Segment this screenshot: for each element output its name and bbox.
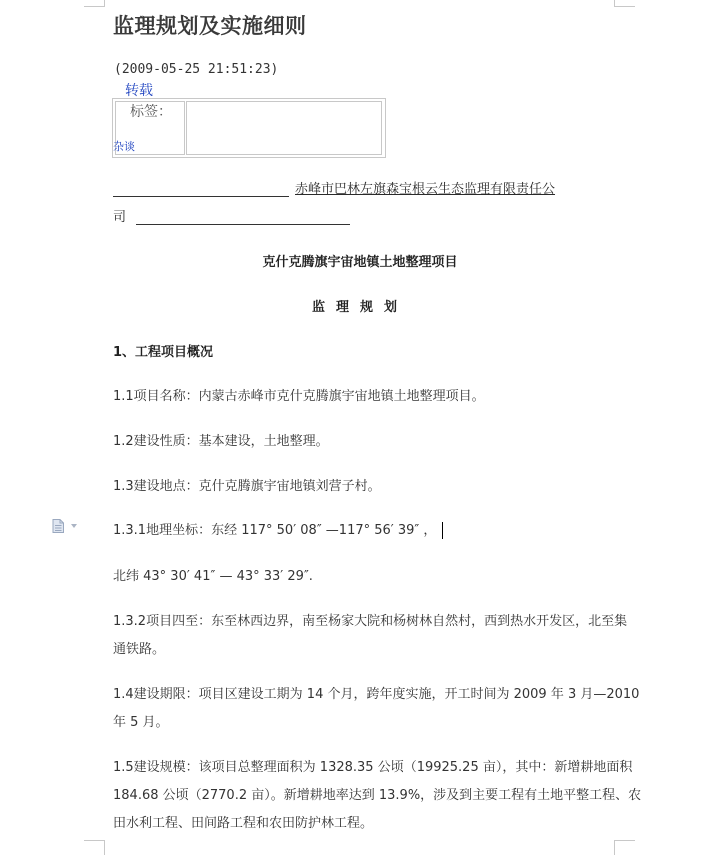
paragraph-1-3-2-line-2: 通铁路。 (113, 642, 166, 657)
paragraph-1-5-line-1: 1.5建设规模：该项目总整理面积为 1328.35 公顷（19925.25 亩），其中：新增耕地面积 (113, 760, 633, 775)
chevron-down-icon[interactable] (71, 524, 77, 528)
repost-link[interactable]: 转载 (125, 83, 153, 99)
document-title: 监理规划及实施细则 (113, 14, 307, 38)
blank-underline (113, 182, 289, 197)
tag-link[interactable]: 杂谈 (113, 140, 135, 153)
paragraph-1-4-line-1: 1.4建设期限：项目区建设工期为 14 个月，跨年度实施，开工时间为 2009 年 3 月—2010 (113, 687, 640, 702)
paragraph-1-4-line-2: 年 5 月。 (113, 715, 169, 730)
company-name-line-2 (113, 206, 350, 225)
coordinate-north: 北纬 43° 30′ 41″ — 43° 33′ 29″. (113, 569, 313, 584)
section-heading: 1、工程项目概况 (113, 345, 214, 360)
margin-corner-bottom-left (84, 840, 105, 855)
post-date: (2009-05-25 21:51:23) (114, 62, 279, 77)
blank-underline (136, 210, 350, 225)
paragraph-1-5-line-2: 184.68 公顷（2770.2 亩）。新增耕地率达到 13.9%，涉及到主要工程有土地平整工程、农 (113, 788, 642, 803)
paragraph-1-3: 1.3建设地点：克什克腾旗宇宙地镇刘营子村。 (113, 479, 381, 494)
plan-title: 监理规划 (311, 300, 408, 315)
company-name-text: 赤峰市巴林左旗森宝根云生态监理有限责任公 (295, 182, 556, 197)
paragraph-1-5-line-3: 田水利工程、田间路工程和农田防护林工程。 (113, 816, 374, 831)
paragraph-1-1: 1.1项目名称：内蒙古赤峰市克什克腾旗宇宙地镇土地整理项目。 (113, 389, 485, 404)
margin-corner-bottom-right (614, 840, 635, 855)
company-name-line-1 (113, 178, 555, 197)
document-icon[interactable] (52, 519, 64, 533)
text-cursor (442, 522, 443, 539)
paragraph-1-2: 1.2建设性质：基本建设，土地整理。 (113, 434, 329, 449)
paragraph-1-3-1 (113, 519, 443, 539)
margin-corner-top-right (614, 0, 635, 7)
tags-label: 标签： (130, 104, 172, 120)
tags-value-cell (186, 101, 382, 155)
paragraph-1-3-2-line-1: 1.3.2项目四至：东至林西边界，南至杨家大院和杨树林自然村，西到热水开发区，北至集 (113, 614, 628, 629)
project-title: 克什克腾旗宇宙地镇土地整理项目 (262, 255, 458, 270)
margin-corner-top-left (84, 0, 105, 7)
coordinate-east: 1.3.1地理坐标：东经 117° 50′ 08″ —117° 56′ 39″ ， (113, 523, 437, 538)
company-name-text-end: 司 (113, 210, 127, 225)
